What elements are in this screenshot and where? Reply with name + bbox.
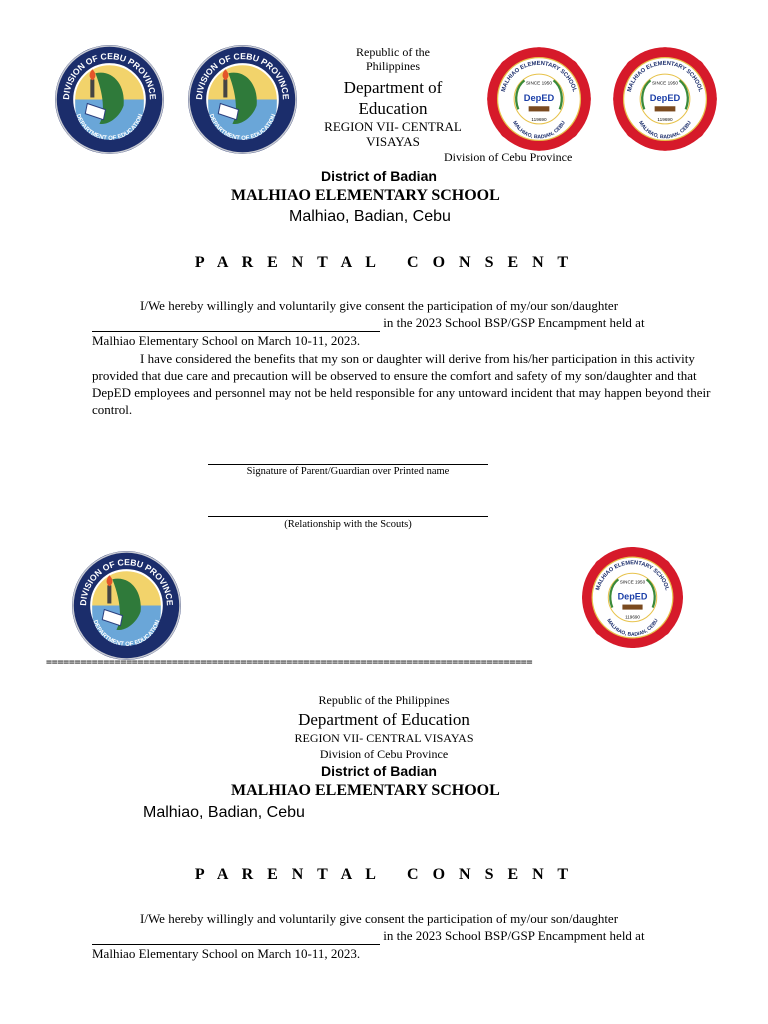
svg-text:119690: 119690 bbox=[657, 116, 673, 122]
svg-text:DIVISION OF CEBU PROVINCE: DIVISION OF CEBU PROVINCE bbox=[78, 557, 175, 606]
svg-text:DepED: DepED bbox=[649, 93, 681, 104]
signature-line[interactable] bbox=[208, 464, 488, 465]
svg-text:MALHIAO, BADIAN, CEBU: MALHIAO, BADIAN, CEBU bbox=[511, 120, 567, 141]
division-seal-icon bbox=[53, 43, 166, 156]
svg-text:MALHIAO ELEMENTARY SCHOOL: MALHIAO ELEMENTARY SCHOOL bbox=[626, 60, 704, 93]
school-address: Malhiao, Badian, Cebu bbox=[143, 804, 305, 821]
region-line: VISAYAS bbox=[366, 134, 420, 149]
division-heading: Division of Cebu Province bbox=[319, 747, 449, 761]
svg-text:DEPARTMENT OF EDUCATION: DEPARTMENT OF EDUCATION bbox=[207, 113, 278, 142]
region-line: REGION VII- CENTRAL bbox=[324, 119, 462, 134]
consent-text: in the 2023 School BSP/GSP Encampment held at bbox=[380, 928, 645, 944]
consent-text: in the 2023 School BSP/GSP Encampment held at bbox=[380, 315, 645, 331]
svg-text:DEPARTMENT OF EDUCATION: DEPARTMENT OF EDUCATION bbox=[74, 113, 145, 142]
republic-heading bbox=[323, 45, 463, 73]
cut-separator: ===================================================================================== bbox=[46, 657, 533, 668]
school-seal-icon bbox=[607, 41, 723, 157]
consent-body bbox=[92, 297, 722, 418]
svg-text:DepED: DepED bbox=[617, 591, 648, 602]
school-address: Malhiao, Badian, Cebu bbox=[289, 208, 451, 225]
svg-text:SINCE 1950: SINCE 1950 bbox=[652, 80, 678, 86]
division-heading: Division of Cebu Province bbox=[444, 150, 573, 164]
republic-line: Philippines bbox=[365, 59, 420, 73]
signature-label: Signature of Parent/Guardian over Printed name bbox=[246, 466, 450, 477]
consent-text: Malhiao Elementary School on March 10-11, 2023. bbox=[92, 946, 361, 962]
school-name: MALHIAO ELEMENTARY SCHOOL bbox=[231, 187, 500, 204]
district-heading: District of Badian bbox=[321, 168, 437, 184]
department-heading bbox=[313, 77, 473, 119]
consent-text: I have considered the benefits that my son or daughter will derive from his/her participation in this activity provided that due care and precaution will be observed to ensure the comfort and safety of my son/daughter and that DepED employees and personnel may not be held responsible for any untoward incident that may happen beyond their control. bbox=[92, 350, 711, 418]
school-name: MALHIAO ELEMENTARY SCHOOL bbox=[231, 782, 500, 799]
department-line: Education bbox=[358, 99, 428, 118]
consent-paragraph bbox=[92, 350, 722, 419]
department-heading: Department of Education bbox=[298, 710, 470, 729]
consent-paragraph bbox=[92, 297, 722, 350]
department-line: Department of bbox=[343, 78, 443, 97]
student-name-blank[interactable] bbox=[92, 314, 380, 332]
page-title: P A R E N T A L C O N S E N T bbox=[194, 866, 574, 883]
consent-text: Malhiao Elementary School on March 10-11, 2023. bbox=[92, 333, 361, 349]
svg-text:DepED: DepED bbox=[523, 93, 555, 104]
district-heading: District of Badian bbox=[321, 763, 437, 779]
svg-text:SINCE 1950: SINCE 1950 bbox=[619, 579, 646, 585]
republic-line: Republic of the bbox=[356, 45, 430, 59]
school-seal-icon bbox=[481, 41, 597, 157]
relationship-line[interactable] bbox=[208, 516, 488, 517]
svg-text:MALHIAO ELEMENTARY SCHOOL: MALHIAO ELEMENTARY SCHOOL bbox=[500, 60, 578, 93]
svg-text:119690: 119690 bbox=[625, 614, 640, 620]
republic-heading: Republic of the Philippines bbox=[318, 693, 450, 707]
region-heading bbox=[303, 119, 483, 149]
consent-body bbox=[92, 910, 722, 963]
svg-text:DIVISION OF CEBU PROVINCE: DIVISION OF CEBU PROVINCE bbox=[61, 51, 158, 100]
page-title: P A R E N T A L C O N S E N T bbox=[194, 254, 574, 271]
division-seal-icon bbox=[186, 43, 299, 156]
consent-text: I/We hereby willingly and voluntarily give consent the participation of my/our son/daughter bbox=[140, 298, 619, 313]
region-heading: REGION VII- CENTRAL VISAYAS bbox=[294, 731, 474, 745]
svg-text:MALHIAO, BADIAN, CEBU: MALHIAO, BADIAN, CEBU bbox=[605, 617, 660, 638]
svg-text:DEPARTMENT OF EDUCATION: DEPARTMENT OF EDUCATION bbox=[91, 619, 162, 648]
school-seal-icon bbox=[576, 541, 689, 654]
consent-text: I/We hereby willingly and voluntarily give consent the participation of my/our son/daughter bbox=[140, 911, 619, 926]
svg-text:SINCE 1950: SINCE 1950 bbox=[526, 80, 552, 86]
svg-text:119690: 119690 bbox=[531, 116, 547, 122]
svg-text:DIVISION OF CEBU PROVINCE: DIVISION OF CEBU PROVINCE bbox=[194, 51, 291, 100]
svg-text:MALHIAO, BADIAN, CEBU: MALHIAO, BADIAN, CEBU bbox=[637, 120, 693, 141]
relationship-label: (Relationship with the Scouts) bbox=[284, 519, 412, 530]
consent-paragraph bbox=[92, 910, 722, 963]
svg-text:MALHIAO ELEMENTARY SCHOOL: MALHIAO ELEMENTARY SCHOOL bbox=[595, 560, 670, 592]
student-name-blank[interactable] bbox=[92, 927, 380, 945]
division-seal-icon bbox=[70, 549, 183, 662]
